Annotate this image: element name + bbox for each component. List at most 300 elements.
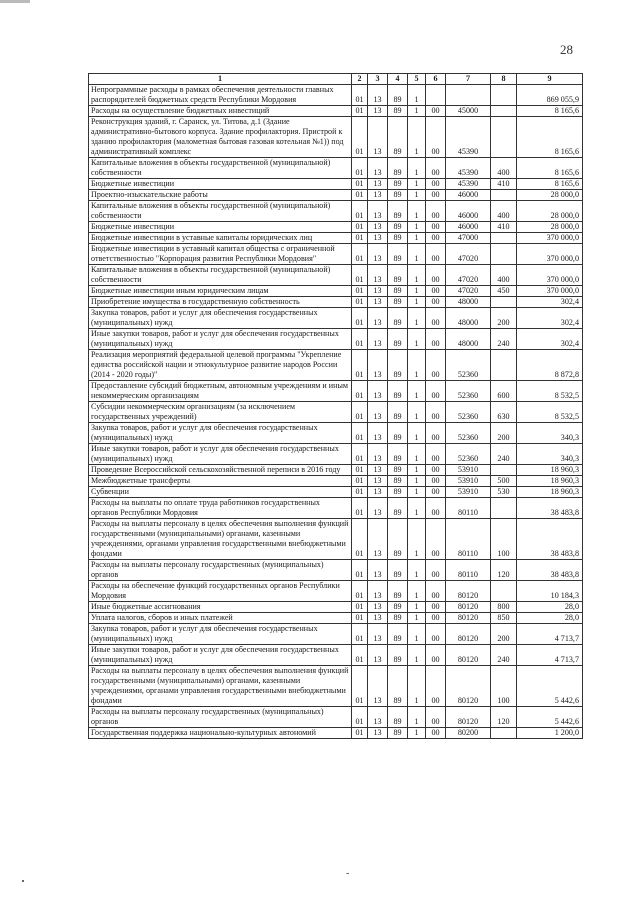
header-col-7: 7 — [446, 74, 491, 85]
row-col-8 — [491, 498, 517, 519]
row-col-4: 89 — [388, 476, 408, 487]
row-amount: 8 165,6 — [517, 117, 583, 158]
row-col-7: 47020 — [446, 286, 491, 297]
row-name: Расходы на выплаты персоналу государственных (муниципальных) органов — [89, 560, 352, 581]
row-col-5: 1 — [408, 201, 426, 222]
row-col-2: 01 — [352, 308, 368, 329]
row-col-5: 1 — [408, 244, 426, 265]
row-col-6: 00 — [426, 402, 446, 423]
row-col-2: 01 — [352, 487, 368, 498]
row-amount: 8 165,6 — [517, 106, 583, 117]
row-col-7: 46000 — [446, 201, 491, 222]
row-col-3: 13 — [368, 465, 388, 476]
row-col-2: 01 — [352, 297, 368, 308]
row-col-8 — [491, 233, 517, 244]
table-row — [89, 624, 583, 645]
row-col-5: 1 — [408, 329, 426, 350]
row-col-5: 1 — [408, 707, 426, 728]
row-col-7: 52360 — [446, 423, 491, 444]
table-row — [89, 117, 583, 158]
row-name: Бюджетные инвестиции — [89, 222, 352, 233]
row-col-5: 1 — [408, 465, 426, 476]
row-col-7: 53910 — [446, 487, 491, 498]
row-col-2: 01 — [352, 728, 368, 739]
row-col-2: 01 — [352, 707, 368, 728]
header-col-3: 3 — [368, 74, 388, 85]
row-col-4: 89 — [388, 85, 408, 106]
row-col-6: 00 — [426, 222, 446, 233]
row-amount: 370 000,0 — [517, 233, 583, 244]
table-row — [89, 329, 583, 350]
row-col-8: 240 — [491, 444, 517, 465]
row-col-5: 1 — [408, 519, 426, 560]
row-col-2: 01 — [352, 179, 368, 190]
row-col-6: 00 — [426, 498, 446, 519]
row-col-8: 450 — [491, 286, 517, 297]
row-col-6: 00 — [426, 666, 446, 707]
row-col-7: 53910 — [446, 465, 491, 476]
row-col-4: 89 — [388, 560, 408, 581]
row-col-5: 1 — [408, 728, 426, 739]
row-col-5: 1 — [408, 602, 426, 613]
row-col-5: 1 — [408, 624, 426, 645]
row-col-6: 00 — [426, 117, 446, 158]
row-col-3: 13 — [368, 402, 388, 423]
row-col-8 — [491, 85, 517, 106]
row-name: Предоставление субсидий бюджетным, автономным учреждениям и иным некоммерческим организациям — [89, 381, 352, 402]
row-col-3: 13 — [368, 308, 388, 329]
row-col-7: 45390 — [446, 117, 491, 158]
table-row — [89, 106, 583, 117]
row-col-8: 400 — [491, 158, 517, 179]
row-col-3: 13 — [368, 222, 388, 233]
row-col-7: 45390 — [446, 158, 491, 179]
row-col-3: 13 — [368, 265, 388, 286]
row-col-2: 01 — [352, 519, 368, 560]
table-row — [89, 233, 583, 244]
row-col-3: 13 — [368, 381, 388, 402]
row-col-7: 47020 — [446, 244, 491, 265]
table-row — [89, 423, 583, 444]
row-col-3: 13 — [368, 233, 388, 244]
table-row — [89, 498, 583, 519]
row-col-4: 89 — [388, 201, 408, 222]
row-col-8: 630 — [491, 402, 517, 423]
row-col-4: 89 — [388, 666, 408, 707]
row-col-5: 1 — [408, 85, 426, 106]
row-amount: 38 483,8 — [517, 519, 583, 560]
row-col-6: 00 — [426, 423, 446, 444]
row-col-2: 01 — [352, 286, 368, 297]
row-col-2: 01 — [352, 381, 368, 402]
row-amount: 340,3 — [517, 444, 583, 465]
row-col-4: 89 — [388, 519, 408, 560]
row-col-2: 01 — [352, 581, 368, 602]
row-col-3: 13 — [368, 624, 388, 645]
row-col-4: 89 — [388, 487, 408, 498]
row-col-8: 100 — [491, 519, 517, 560]
row-col-3: 13 — [368, 106, 388, 117]
header-col-6: 6 — [426, 74, 446, 85]
row-col-2: 01 — [352, 329, 368, 350]
row-col-4: 89 — [388, 423, 408, 444]
row-col-4: 89 — [388, 728, 408, 739]
row-col-7: 80120 — [446, 645, 491, 666]
row-col-2: 01 — [352, 465, 368, 476]
row-col-8: 500 — [491, 476, 517, 487]
row-col-5: 1 — [408, 444, 426, 465]
row-col-8: 240 — [491, 329, 517, 350]
row-col-5: 1 — [408, 158, 426, 179]
row-col-6: 00 — [426, 329, 446, 350]
table-row — [89, 613, 583, 624]
row-col-3: 13 — [368, 423, 388, 444]
row-col-4: 89 — [388, 158, 408, 179]
row-amount: 38 483,8 — [517, 498, 583, 519]
row-amount: 869 055,9 — [517, 85, 583, 106]
row-name: Иные закупки товаров, работ и услуг для обеспечения государственных (муниципальных) нужд — [89, 444, 352, 465]
row-col-7: 52360 — [446, 350, 491, 381]
row-col-8 — [491, 465, 517, 476]
row-col-7: 48000 — [446, 297, 491, 308]
row-col-7: 80110 — [446, 519, 491, 560]
row-amount: 8 165,6 — [517, 179, 583, 190]
row-col-4: 89 — [388, 498, 408, 519]
row-col-5: 1 — [408, 106, 426, 117]
row-col-7: 80120 — [446, 602, 491, 613]
row-col-6: 00 — [426, 728, 446, 739]
row-col-4: 89 — [388, 222, 408, 233]
row-name: Бюджетные инвестиции иным юридическим лицам — [89, 286, 352, 297]
row-col-8: 120 — [491, 707, 517, 728]
table-row — [89, 350, 583, 381]
row-amount: 28,0 — [517, 613, 583, 624]
row-col-6: 00 — [426, 350, 446, 381]
row-col-5: 1 — [408, 613, 426, 624]
row-col-3: 13 — [368, 560, 388, 581]
row-col-5: 1 — [408, 581, 426, 602]
row-col-4: 89 — [388, 381, 408, 402]
row-col-3: 13 — [368, 190, 388, 201]
row-amount: 28,0 — [517, 602, 583, 613]
row-col-6: 00 — [426, 602, 446, 613]
table-row — [89, 602, 583, 613]
row-col-7: 46000 — [446, 222, 491, 233]
table-row — [89, 666, 583, 707]
row-col-5: 1 — [408, 265, 426, 286]
row-col-4: 89 — [388, 402, 408, 423]
row-name: Закупка товаров, работ и услуг для обеспечения государственных (муниципальных) нужд — [89, 624, 352, 645]
row-col-8: 400 — [491, 201, 517, 222]
row-col-3: 13 — [368, 707, 388, 728]
row-col-8: 240 — [491, 645, 517, 666]
row-amount: 340,3 — [517, 423, 583, 444]
row-name: Уплата налогов, сборов и иных платежей — [89, 613, 352, 624]
row-col-3: 13 — [368, 519, 388, 560]
row-col-5: 1 — [408, 381, 426, 402]
row-col-4: 89 — [388, 350, 408, 381]
table-row — [89, 402, 583, 423]
row-name: Проведение Всероссийской сельскохозяйственной переписи в 2016 году — [89, 465, 352, 476]
row-amount: 8 532,5 — [517, 381, 583, 402]
row-col-7: 45390 — [446, 179, 491, 190]
row-col-6: 00 — [426, 645, 446, 666]
row-col-4: 89 — [388, 329, 408, 350]
row-col-6: 00 — [426, 476, 446, 487]
row-col-8: 800 — [491, 602, 517, 613]
row-col-7: 80110 — [446, 498, 491, 519]
header-col-2: 2 — [352, 74, 368, 85]
row-col-8 — [491, 581, 517, 602]
row-col-4: 89 — [388, 265, 408, 286]
row-col-8: 600 — [491, 381, 517, 402]
table-row — [89, 158, 583, 179]
row-col-4: 89 — [388, 244, 408, 265]
row-col-2: 01 — [352, 350, 368, 381]
row-col-3: 13 — [368, 728, 388, 739]
row-amount: 302,4 — [517, 329, 583, 350]
row-amount: 370 000,0 — [517, 265, 583, 286]
row-col-6: 00 — [426, 179, 446, 190]
row-col-6: 00 — [426, 158, 446, 179]
row-col-3: 13 — [368, 244, 388, 265]
row-col-8: 200 — [491, 308, 517, 329]
row-col-2: 01 — [352, 233, 368, 244]
row-col-7: 52360 — [446, 444, 491, 465]
row-col-7: 48000 — [446, 329, 491, 350]
row-amount: 8 165,6 — [517, 158, 583, 179]
row-col-2: 01 — [352, 498, 368, 519]
row-amount: 8 872,8 — [517, 350, 583, 381]
row-col-8: 850 — [491, 613, 517, 624]
row-col-4: 89 — [388, 179, 408, 190]
row-col-4: 89 — [388, 233, 408, 244]
row-col-7 — [446, 85, 491, 106]
row-col-4: 89 — [388, 602, 408, 613]
row-col-3: 13 — [368, 329, 388, 350]
row-col-2: 01 — [352, 423, 368, 444]
row-col-7: 53910 — [446, 476, 491, 487]
row-col-6: 00 — [426, 613, 446, 624]
row-name: Проектно-изыскательские работы — [89, 190, 352, 201]
row-col-8 — [491, 117, 517, 158]
row-col-5: 1 — [408, 498, 426, 519]
row-col-6: 00 — [426, 487, 446, 498]
table-row — [89, 381, 583, 402]
row-col-7: 80200 — [446, 728, 491, 739]
row-col-7: 80120 — [446, 613, 491, 624]
row-col-2: 01 — [352, 602, 368, 613]
row-col-7: 52360 — [446, 381, 491, 402]
row-col-8 — [491, 728, 517, 739]
row-col-8: 400 — [491, 265, 517, 286]
row-col-4: 89 — [388, 624, 408, 645]
row-col-4: 89 — [388, 581, 408, 602]
row-col-4: 89 — [388, 308, 408, 329]
row-amount: 18 960,3 — [517, 476, 583, 487]
header-col-1: 1 — [89, 74, 352, 85]
row-col-2: 01 — [352, 222, 368, 233]
row-col-5: 1 — [408, 560, 426, 581]
row-col-6: 00 — [426, 244, 446, 265]
row-col-7: 47020 — [446, 265, 491, 286]
row-col-6: 00 — [426, 624, 446, 645]
row-col-2: 01 — [352, 645, 368, 666]
page-number: 28 — [560, 42, 573, 57]
row-col-6: 00 — [426, 190, 446, 201]
row-col-3: 13 — [368, 117, 388, 158]
row-col-2: 01 — [352, 444, 368, 465]
row-col-8 — [491, 190, 517, 201]
row-amount: 5 442,6 — [517, 666, 583, 707]
table-row — [89, 286, 583, 297]
row-col-6: 00 — [426, 297, 446, 308]
row-col-3: 13 — [368, 201, 388, 222]
table-row — [89, 728, 583, 739]
row-name: Бюджетные инвестиции в уставные капиталы юридических лиц — [89, 233, 352, 244]
row-col-5: 1 — [408, 402, 426, 423]
row-col-5: 1 — [408, 476, 426, 487]
row-col-6: 00 — [426, 560, 446, 581]
row-col-4: 89 — [388, 645, 408, 666]
row-col-6: 00 — [426, 381, 446, 402]
row-name: Иные закупки товаров, работ и услуг для обеспечения государственных (муниципальных) нужд — [89, 645, 352, 666]
table-row — [89, 444, 583, 465]
row-col-7: 80120 — [446, 707, 491, 728]
row-amount: 302,4 — [517, 297, 583, 308]
row-amount: 370 000,0 — [517, 244, 583, 265]
table-row — [89, 190, 583, 201]
row-name: Приобретение имущества в государственную собственность — [89, 297, 352, 308]
row-col-2: 01 — [352, 476, 368, 487]
row-name: Капитальные вложения в объекты государственной (муниципальной) собственности — [89, 265, 352, 286]
table-row — [89, 85, 583, 106]
row-col-7: 80120 — [446, 581, 491, 602]
row-amount: 28 000,0 — [517, 190, 583, 201]
row-col-2: 01 — [352, 560, 368, 581]
row-name: Государственная поддержка национально-культурных автономий — [89, 728, 352, 739]
row-amount: 8 532,5 — [517, 402, 583, 423]
table-row — [89, 265, 583, 286]
row-col-3: 13 — [368, 158, 388, 179]
table-row — [89, 707, 583, 728]
row-name: Бюджетные инвестиции — [89, 179, 352, 190]
table-row — [89, 222, 583, 233]
table-row — [89, 487, 583, 498]
table-row — [89, 244, 583, 265]
row-col-4: 89 — [388, 286, 408, 297]
row-col-8: 200 — [491, 423, 517, 444]
scan-edge-mark — [0, 0, 30, 3]
row-col-3: 13 — [368, 602, 388, 613]
row-name: Реализация мероприятий федеральной целевой программы "Укрепление единства российской нации и этнокультурное развитие народов России (2014 - 2020 годы)" — [89, 350, 352, 381]
row-name: Расходы на выплаты по оплате труда работников государственных органов Республики Мордовия — [89, 498, 352, 519]
row-col-3: 13 — [368, 350, 388, 381]
row-col-4: 89 — [388, 707, 408, 728]
row-col-5: 1 — [408, 233, 426, 244]
row-col-5: 1 — [408, 190, 426, 201]
row-col-6: 00 — [426, 465, 446, 476]
row-name: Иные бюджетные ассигнования — [89, 602, 352, 613]
row-col-7: 80120 — [446, 624, 491, 645]
row-col-8: 410 — [491, 222, 517, 233]
row-col-6: 00 — [426, 519, 446, 560]
table-row — [89, 476, 583, 487]
row-col-3: 13 — [368, 444, 388, 465]
row-col-8 — [491, 350, 517, 381]
row-col-3: 13 — [368, 179, 388, 190]
row-col-8 — [491, 297, 517, 308]
row-name: Расходы на выплаты персоналу в целях обеспечения выполнения функций государственными (муниципальными) органами, казенными учреждениями, органами управления государственными внебюджетными фондами — [89, 519, 352, 560]
row-col-6: 00 — [426, 201, 446, 222]
row-name: Субвенции — [89, 487, 352, 498]
row-amount: 38 483,8 — [517, 560, 583, 581]
row-col-2: 01 — [352, 265, 368, 286]
row-col-2: 01 — [352, 106, 368, 117]
row-col-4: 89 — [388, 117, 408, 158]
row-col-5: 1 — [408, 179, 426, 190]
row-amount: 18 960,3 — [517, 465, 583, 476]
row-col-5: 1 — [408, 117, 426, 158]
table-body — [89, 85, 583, 739]
row-name: Иные закупки товаров, работ и услуг для обеспечения государственных (муниципальных) нужд — [89, 329, 352, 350]
row-col-3: 13 — [368, 645, 388, 666]
row-col-6: 00 — [426, 233, 446, 244]
row-col-7: 46000 — [446, 190, 491, 201]
row-col-6: 00 — [426, 106, 446, 117]
row-col-7: 45000 — [446, 106, 491, 117]
table-row — [89, 519, 583, 560]
row-col-2: 01 — [352, 613, 368, 624]
row-col-3: 13 — [368, 581, 388, 602]
row-col-5: 1 — [408, 423, 426, 444]
header-col-4: 4 — [388, 74, 408, 85]
row-col-8: 120 — [491, 560, 517, 581]
row-amount: 5 442,6 — [517, 707, 583, 728]
row-col-3: 13 — [368, 498, 388, 519]
row-col-8: 100 — [491, 666, 517, 707]
row-name: Реконструкция зданий, г. Саранск, ул. Титова, д.1 (Здание административно-бытового корпуса. Здание профилактория. Пристрой к зданию профилактория (малометная бытовая газовая котельная №1)) под административный комплекс — [89, 117, 352, 158]
row-col-8 — [491, 244, 517, 265]
row-col-3: 13 — [368, 286, 388, 297]
row-col-3: 13 — [368, 487, 388, 498]
row-col-5: 1 — [408, 666, 426, 707]
row-col-8: 200 — [491, 624, 517, 645]
row-amount: 10 184,3 — [517, 581, 583, 602]
row-col-6: 00 — [426, 444, 446, 465]
row-amount: 28 000,0 — [517, 201, 583, 222]
row-amount: 302,4 — [517, 308, 583, 329]
scan-dot — [22, 880, 24, 882]
row-amount: 1 200,0 — [517, 728, 583, 739]
row-col-7: 52360 — [446, 402, 491, 423]
row-col-7: 80120 — [446, 666, 491, 707]
row-col-3: 13 — [368, 297, 388, 308]
row-col-2: 01 — [352, 190, 368, 201]
row-col-4: 89 — [388, 613, 408, 624]
row-col-2: 01 — [352, 85, 368, 106]
row-name: Расходы на обеспечение функций государственных органов Республики Мордовия — [89, 581, 352, 602]
row-col-2: 01 — [352, 624, 368, 645]
row-name: Закупка товаров, работ и услуг для обеспечения государственных (муниципальных) нужд — [89, 423, 352, 444]
row-col-5: 1 — [408, 222, 426, 233]
row-name: Расходы на выплаты персоналу в целях обеспечения выполнения функций государственными (муниципальными) органами, казенными учреждениями, органами управления государственными внебюджетными фондами — [89, 666, 352, 707]
row-amount: 370 000,0 — [517, 286, 583, 297]
row-col-2: 01 — [352, 402, 368, 423]
table-row — [89, 581, 583, 602]
table-row — [89, 308, 583, 329]
budget-table — [88, 73, 583, 739]
